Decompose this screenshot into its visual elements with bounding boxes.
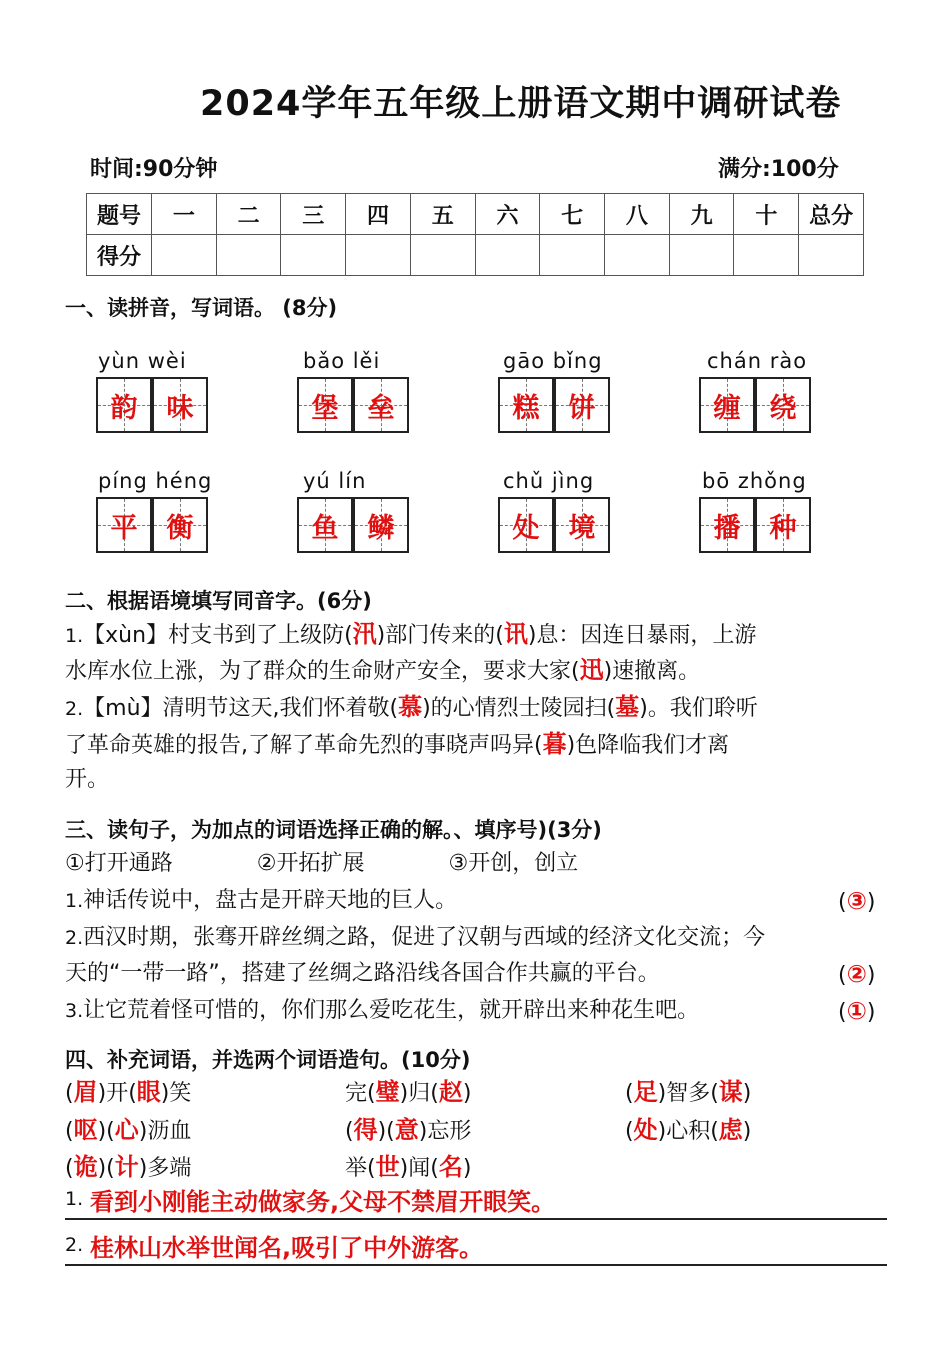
char-box[interactable]: [152, 377, 208, 433]
char-box[interactable]: [498, 377, 554, 433]
sentence-line-1[interactable]: [65, 1182, 887, 1220]
text: 心积: [666, 1119, 711, 1144]
answer[interactable]: 得: [353, 1116, 378, 1144]
char-box[interactable]: [554, 497, 610, 553]
answer-char: 平: [110, 512, 138, 544]
score-table: [86, 193, 864, 276]
answer[interactable]: 意: [394, 1116, 419, 1144]
text: 沥血: [147, 1119, 192, 1144]
text: 了革命英雄的报告,了解了革命先烈的事晓声吗异(: [65, 733, 543, 758]
char-box[interactable]: [297, 377, 353, 433]
question-number: 3.: [65, 1000, 84, 1022]
char-box[interactable]: [498, 497, 554, 553]
sentence-number: 1.: [65, 1188, 84, 1210]
text: 天的“一带一路”，搭建了丝绸之路沿线各国合作共赢的平台。: [65, 961, 660, 986]
q2-2-line2: [65, 726, 729, 764]
q2-2-line1: [65, 689, 758, 727]
answer-slot[interactable]: (①): [838, 997, 876, 1025]
idiom-item: 完(璧)归(赵): [345, 1078, 472, 1106]
answer[interactable]: 讯: [503, 620, 528, 648]
text: 水库水位上涨，为了群众的生命财产安全，要求大家(: [65, 659, 580, 684]
char-box[interactable]: [152, 497, 208, 553]
pinyin-text: yú lín: [303, 469, 367, 493]
options-row: [65, 846, 578, 882]
question-number: 1.: [65, 625, 84, 647]
exam-time: 时间:90分钟: [90, 157, 218, 182]
idiom-item: (足)智多(谋): [625, 1078, 752, 1106]
answer-char: 处: [512, 512, 540, 544]
answer[interactable]: 墓: [615, 693, 640, 721]
idiom-item: (得)(意)忘形: [345, 1116, 472, 1144]
text: 智多: [666, 1081, 711, 1106]
score-cell[interactable]: [152, 235, 217, 276]
text: )息：因连日暴雨，上游: [527, 623, 757, 648]
text: 笑: [169, 1081, 192, 1106]
answer-char: 绕: [769, 392, 797, 424]
char-box[interactable]: [96, 497, 152, 553]
answer-char: 播: [713, 512, 741, 544]
pinyin-tag: 【xùn】: [83, 623, 169, 648]
option-3: ③开创，创立: [448, 851, 579, 876]
section-2-title: 二、根据语境填写同音字。(6分): [65, 589, 372, 613]
idiom-item: (眉)开(眼)笑: [65, 1078, 192, 1106]
q2-1-line1: [65, 616, 756, 654]
text: 神话传说中，盘古是开辟天地的巨人。: [83, 888, 458, 913]
text: )色降临我们才离: [566, 733, 730, 758]
table-cell: 总分: [799, 194, 864, 235]
section-4-title: 四、补充词语，并选两个词语造句。(10分): [65, 1048, 471, 1072]
answer[interactable]: 世: [375, 1153, 400, 1181]
answer-slot[interactable]: (③): [838, 887, 876, 915]
char-box[interactable]: [755, 377, 811, 433]
table-cell: 九: [669, 194, 734, 235]
pinyin-text: píng héng: [98, 469, 213, 493]
text: 西汉时期，张骞开辟丝绸之路，促进了汉朝与西域的经济文化交流；今: [83, 925, 766, 950]
answer: ③: [846, 887, 867, 915]
q3-1: [65, 883, 457, 919]
pinyin-text: yùn wèi: [98, 349, 187, 373]
answer[interactable]: 慕: [398, 693, 423, 721]
answer[interactable]: 迅: [579, 656, 604, 684]
idiom-item: 举(世)闻(名): [345, 1153, 472, 1181]
answer-char: 境: [568, 512, 596, 544]
text: 开: [106, 1081, 129, 1106]
page-title: 2024学年五年级上册语文期中调研试卷: [200, 84, 842, 124]
score-cell[interactable]: [605, 235, 670, 276]
text: 让它荒着怪可惜的，你们那么爱吃花生，就开辟出来种花生吧。: [83, 998, 700, 1023]
pinyin-tag: 【mù】: [83, 696, 163, 721]
sentence-number: 2.: [65, 1234, 84, 1256]
full-score: 满分:100分: [718, 157, 839, 182]
text: 清明节这天,我们怀着敬(: [162, 696, 399, 721]
score-cell[interactable]: [410, 235, 475, 276]
q3-3: [65, 993, 699, 1029]
q3-2-line2: [65, 956, 660, 992]
answer-char: 鱼: [311, 512, 339, 544]
answer: ①: [846, 997, 867, 1025]
char-box[interactable]: [353, 377, 409, 433]
score-cell[interactable]: [734, 235, 799, 276]
q2-1-line2: [65, 652, 700, 690]
answer[interactable]: 虑: [718, 1116, 743, 1144]
answer[interactable]: 计: [114, 1153, 139, 1181]
text: 完: [345, 1081, 368, 1106]
answer[interactable]: 汛: [352, 620, 377, 648]
answer-slot[interactable]: (②): [838, 960, 876, 988]
answer-char: 衡: [166, 512, 194, 544]
text: 多端: [147, 1156, 192, 1181]
text: 忘形: [427, 1119, 472, 1144]
text: 村支书到了上级防(: [168, 623, 353, 648]
table-cell: 七: [540, 194, 605, 235]
answer-char: 缠: [713, 392, 741, 424]
idiom-item: (处)心积(虑): [625, 1116, 752, 1144]
answer[interactable]: 足: [633, 1078, 658, 1106]
table-cell: 二: [216, 194, 281, 235]
answer: ②: [846, 960, 867, 988]
sentence-answer: 桂林山水举世闻名,吸引了中外游客。: [90, 1234, 484, 1262]
text: 闻: [408, 1156, 431, 1181]
pinyin-text: bǎo lěi: [303, 349, 381, 373]
score-cell[interactable]: [799, 235, 864, 276]
sentence-answer: 看到小刚能主动做家务,父母不禁眉开眼笑。: [90, 1188, 556, 1216]
table-cell: 题号: [87, 194, 152, 235]
answer[interactable]: 赵: [438, 1078, 463, 1106]
pinyin-text: chán rào: [707, 349, 808, 373]
answer[interactable]: 暮: [542, 730, 567, 758]
text: )速撤离。: [603, 659, 701, 684]
table-cell: 得分: [87, 235, 152, 276]
score-cell[interactable]: [216, 235, 281, 276]
pinyin-text: gāo bǐng: [503, 349, 603, 373]
score-table-header-row: [87, 194, 864, 235]
option-1: ①打开通路: [65, 851, 173, 876]
answer-char: 味: [166, 392, 194, 424]
char-box[interactable]: [353, 497, 409, 553]
sentence-line-2[interactable]: [65, 1228, 887, 1266]
char-box[interactable]: [699, 377, 755, 433]
text: 开。: [65, 767, 110, 792]
answer-char: 种: [769, 512, 797, 544]
section-1-title: 一、读拼音，写词语。 (8分): [65, 296, 338, 320]
char-box[interactable]: [755, 497, 811, 553]
answer[interactable]: 名: [438, 1153, 463, 1181]
table-cell: 八: [605, 194, 670, 235]
answer[interactable]: 谋: [718, 1078, 743, 1106]
table-cell: 四: [346, 194, 411, 235]
char-box[interactable]: [554, 377, 610, 433]
answer[interactable]: 眉: [73, 1078, 98, 1106]
char-box[interactable]: [297, 497, 353, 553]
answer-char: 鳞: [367, 512, 395, 544]
answer-char: 垒: [367, 392, 395, 424]
idiom-item: (呕)(心)沥血: [65, 1116, 192, 1144]
question-number: 2.: [65, 927, 84, 949]
answer[interactable]: 心: [114, 1116, 139, 1144]
answer-char: 韵: [110, 392, 138, 424]
table-cell: 五: [410, 194, 475, 235]
answer[interactable]: 诡: [73, 1153, 98, 1181]
table-cell: 三: [281, 194, 346, 235]
q3-2-line1: [65, 920, 765, 956]
text: )。我们聆听: [639, 696, 758, 721]
table-cell: 一: [152, 194, 217, 235]
char-box[interactable]: [96, 377, 152, 433]
question-number: 1.: [65, 890, 84, 912]
answer-char: 糕: [512, 392, 540, 424]
section-3-title: 三、读句子，为加点的词语选择正确的解。、填序号)(3分): [65, 818, 602, 842]
answer[interactable]: 处: [633, 1116, 658, 1144]
answer[interactable]: 呕: [73, 1116, 98, 1144]
option-2: ②开拓扩展: [256, 851, 365, 876]
answer[interactable]: 眼: [136, 1078, 161, 1106]
score-cell[interactable]: [281, 235, 346, 276]
q2-2-line3: [65, 762, 109, 798]
score-cell[interactable]: [346, 235, 411, 276]
score-table-score-row: [87, 235, 864, 276]
score-cell[interactable]: [669, 235, 734, 276]
answer-char: 堡: [311, 392, 339, 424]
answer[interactable]: 璧: [375, 1078, 400, 1106]
text: )部门传来的(: [376, 623, 504, 648]
idiom-item: (诡)(计)多端: [65, 1153, 192, 1181]
text: 举: [345, 1156, 368, 1181]
score-cell[interactable]: [475, 235, 540, 276]
text: )的心情烈士陵园扫(: [422, 696, 616, 721]
text: 归: [408, 1081, 431, 1106]
score-cell[interactable]: [540, 235, 605, 276]
answer-char: 饼: [568, 392, 596, 424]
question-number: 2.: [65, 698, 84, 720]
table-cell: 十: [734, 194, 799, 235]
pinyin-text: chǔ jìng: [503, 469, 595, 493]
pinyin-text: bō zhǒng: [702, 469, 807, 493]
table-cell: 六: [475, 194, 540, 235]
char-box[interactable]: [699, 497, 755, 553]
